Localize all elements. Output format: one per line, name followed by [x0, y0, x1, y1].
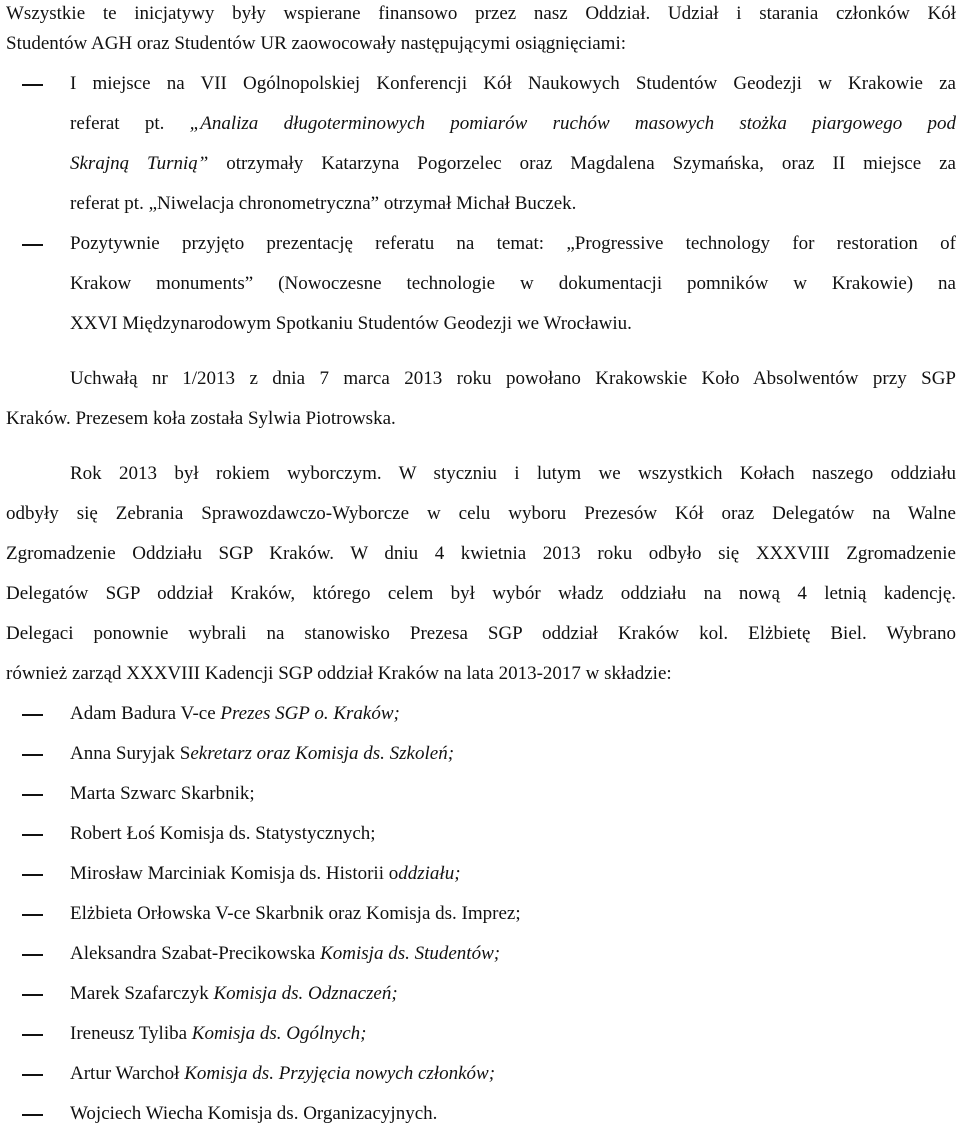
dash-bullet-icon	[22, 954, 43, 956]
paper-title-italic: Skrajną Turnią”	[70, 153, 209, 174]
resolution-line: Uchwałą nr 1/2013 z dnia 7 marca 2013 roku powołano Krakowskie Koło Absolwentów przy SGP	[70, 368, 956, 389]
dash-bullet-icon	[22, 244, 43, 246]
dash-bullet-icon	[22, 994, 43, 996]
dash-bullet-icon	[22, 874, 43, 876]
elections-line: również zarząd XXXVIII Kadencji SGP oddział Kraków na lata 2013-2017 w składzie:	[6, 663, 672, 684]
board-member: Marek Szafarczyk Komisja ds. Odznaczeń;	[6, 980, 956, 1020]
dash-bullet-icon	[22, 1114, 43, 1116]
list-item-line	[6, 110, 956, 150]
paragraph-spacer	[6, 350, 956, 365]
board-list	[6, 700, 956, 1140]
resolution-paragraph	[6, 365, 956, 445]
paragraph-spacer	[6, 445, 956, 460]
elections-line: Zgromadzenie Oddziału SGP Kraków. W dniu 4 kwietnia 2013 roku odbyło się XXXVIII Zgromadzenie	[6, 543, 956, 564]
board-member: Artur Warchoł Komisja ds. Przyjęcia nowych członków;	[6, 1060, 956, 1100]
intro-line: Wszystkie te inicjatywy były wspierane finansowo przez nasz Oddział. Udział i starania członków Kół	[6, 3, 956, 24]
paper-title-italic: „Analiza długoterminowych pomiarów ruchów masowych stożka piargowego pod	[189, 113, 957, 134]
dash-bullet-icon	[22, 754, 43, 756]
list-item-text: otrzymały Katarzyna Pogorzelec oraz Magdalena Szymańska, oraz II miejsce za	[208, 153, 956, 174]
list-item-line: XXVI Międzynarodowym Spotkaniu Studentów Geodezji we Wrocławiu.	[70, 313, 632, 334]
elections-line: Delegatów SGP oddział Kraków, którego celem był wybór władz oddziału na nową 4 letnią kadencję.	[6, 583, 956, 604]
list-item-line: Krakow monuments” (Nowoczesne technologie w dokumentacji pomników w Krakowie) na	[70, 273, 956, 294]
list-item-text: referat pt.	[70, 113, 190, 134]
list-item-text: Pozytywnie przyjęto prezentację referatu na temat: „Progressive technology for restoration of	[70, 233, 956, 254]
board-member: Adam Badura V-ce Prezes SGP o. Kraków;	[6, 700, 956, 740]
board-member: Mirosław Marciniak Komisja ds. Historii oddziału;	[6, 860, 956, 900]
elections-line: Rok 2013 był rokiem wyborczym. W styczniu i lutym we wszystkich Kołach naszego oddziału	[70, 463, 956, 484]
intro-line: Studentów AGH oraz Studentów UR zaowocowały następującymi osiągnięciami:	[6, 33, 627, 54]
intro-paragraph	[6, 0, 956, 70]
document-page	[6, 0, 956, 1140]
achievement-item	[6, 230, 956, 350]
board-member: Elżbieta Orłowska V-ce Skarbnik oraz Komisja ds. Imprez;	[6, 900, 956, 940]
board-member: Ireneusz Tyliba Komisja ds. Ogólnych;	[6, 1020, 956, 1060]
dash-bullet-icon	[22, 834, 43, 836]
dash-bullet-icon	[22, 714, 43, 716]
board-member: Robert Łoś Komisja ds. Statystycznych;	[6, 820, 956, 860]
dash-bullet-icon	[22, 1074, 43, 1076]
list-item-line	[6, 70, 956, 110]
elections-paragraph	[6, 460, 956, 700]
dash-bullet-icon	[22, 914, 43, 916]
elections-line: odbyły się Zebrania Sprawozdawczo-Wyborcze w celu wyboru Prezesów Kół oraz Delegatów na Walne	[6, 503, 956, 524]
board-member: Wojciech Wiecha Komisja ds. Organizacyjnych.	[6, 1100, 956, 1140]
list-item-text: I miejsce na VII Ogólnopolskiej Konferencji Kół Naukowych Studentów Geodezji w Krakowie za	[70, 73, 956, 94]
resolution-line: Kraków. Prezesem koła została Sylwia Piotrowska.	[6, 408, 396, 429]
list-item-line: referat pt. „Niwelacja chronometryczna” otrzymał Michał Buczek.	[70, 193, 577, 214]
elections-line: Delegaci ponownie wybrali na stanowisko Prezesa SGP oddział Kraków kol. Elżbietę Biel. Wybrano	[6, 623, 956, 644]
dash-bullet-icon	[22, 1034, 43, 1036]
board-member: Marta Szwarc Skarbnik;	[6, 780, 956, 820]
achievement-item	[6, 70, 956, 230]
board-member: Aleksandra Szabat-Precikowska Komisja ds. Studentów;	[6, 940, 956, 980]
dash-bullet-icon	[22, 84, 43, 86]
board-member: Anna Suryjak Sekretarz oraz Komisja ds. Szkoleń;	[6, 740, 956, 780]
list-item-line	[6, 150, 956, 190]
dash-bullet-icon	[22, 794, 43, 796]
list-item-line	[6, 230, 956, 270]
